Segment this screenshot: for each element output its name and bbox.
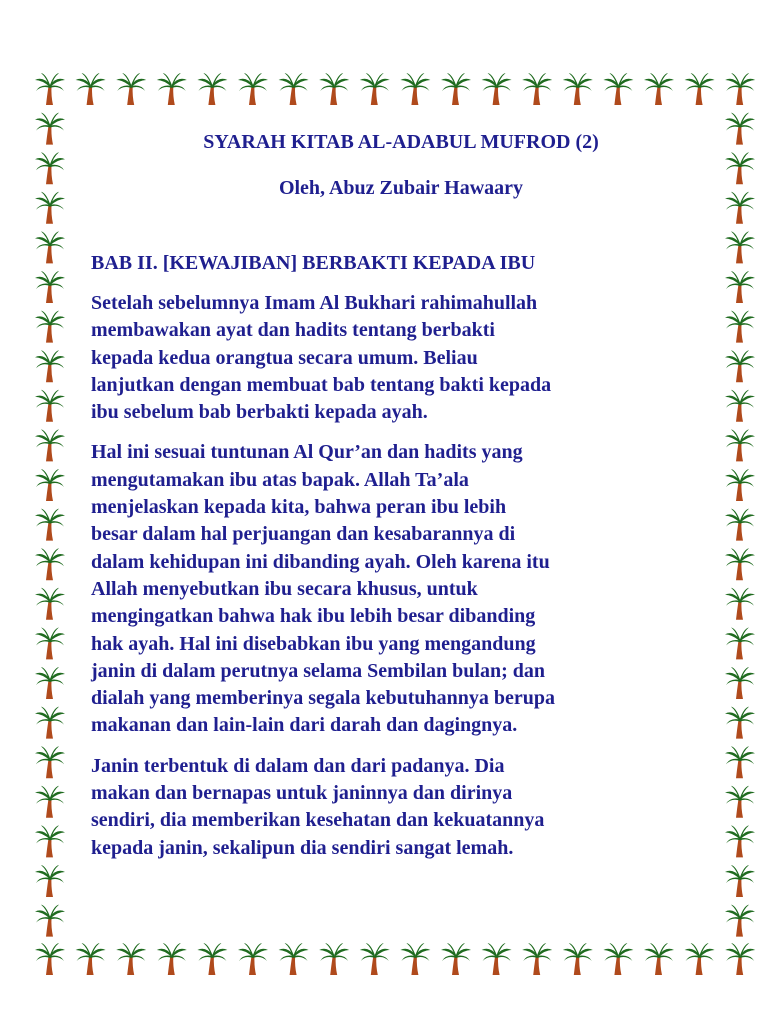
document-title: SYARAH KITAB AL-ADABUL MUFROD (2) [203,131,599,153]
palm-tree-icon [35,469,65,501]
palm-tree-icon [360,73,390,105]
text-line: mengutamakan ibu atas bapak. Allah Ta’ala [91,468,469,491]
palm-tree-icon [238,73,268,105]
text-line: ibu sebelum bab berbakti kepada ayah. [91,401,428,424]
document-author: Oleh, Abuz Zubair Hawaary [278,177,524,199]
text-line: Allah menyebutkan ibu secara khusus, untuk [91,577,478,600]
section-heading: BAB II. [KEWAJIBAN] BERBAKTI KEPADA IBU [91,252,536,274]
palm-tree-icon [725,746,755,778]
palm-tree-icon [35,509,65,541]
palm-tree-icon [482,943,512,975]
palm-tree-icon [35,350,65,382]
palm-tree-icon [157,73,187,105]
palm-tree-icon [563,73,593,105]
palm-tree-icon [35,113,65,145]
palm-tree-icon [725,429,755,461]
palm-tree-icon [157,943,187,975]
palm-tree-icon [725,231,755,263]
palm-tree-icon [35,152,65,184]
text-line: lanjutkan dengan membuat bab tentang bakti kepada [91,373,552,396]
palm-tree-icon [116,943,146,975]
palm-tree-icon [35,943,65,975]
palm-tree-icon [725,943,755,975]
palm-tree-icon [35,825,65,857]
text-line: menjelaskan kepada kita, bahwa peran ibu lebih [91,496,507,519]
text-line: mengingatkan bahwa hak ibu lebih besar dibanding [91,605,536,628]
palm-tree-icon [685,73,715,105]
palm-tree-icon [725,152,755,184]
palm-tree-icon [441,73,471,105]
palm-tree-icon [725,786,755,818]
palm-tree-icon [35,865,65,897]
palm-tree-icon [725,113,755,145]
document-body [91,128,691,862]
palm-tree-icon [76,73,106,105]
text-line: membawakan ayat dan hadits tentang berbakti [91,319,495,342]
text-line: dialah yang memberinya segala kebutuhannya berupa [91,687,555,710]
text-line: besar dalam hal perjuangan dan kesabarannya di [91,523,516,546]
palm-tree-icon [400,943,430,975]
text-line: dalam kehidupan ini dibanding ayah. Oleh karena itu [91,550,550,573]
text-line: makanan dan lain-lain dari darah dan dagingnya. [91,714,518,737]
palm-tree-icon [35,707,65,739]
palm-tree-icon [238,943,268,975]
palm-tree-icon [685,943,715,975]
text-line: janin di dalam perutnya selama Sembilan bulan; dan [91,659,545,682]
palm-tree-icon [35,311,65,343]
palm-tree-icon [725,509,755,541]
palm-tree-icon [725,865,755,897]
palm-tree-icon [35,390,65,422]
palm-tree-icon [563,943,593,975]
text-line: Setelah sebelumnya Imam Al Bukhari rahimahullah [91,292,538,314]
palm-tree-icon [725,73,755,105]
palm-tree-icon [35,548,65,580]
palm-tree-icon [76,943,106,975]
palm-tree-icon [35,905,65,937]
text-line: kepada janin, sekalipun dia sendiri sangat lemah. [91,836,514,859]
palm-tree-icon [197,73,227,105]
palm-tree-icon [116,73,146,105]
palm-tree-icon [725,311,755,343]
palm-tree-icon [35,231,65,263]
palm-tree-icon [319,943,349,975]
palm-tree-icon [441,943,471,975]
palm-tree-icon [197,943,227,975]
palm-tree-icon [35,192,65,224]
palm-tree-icon [319,73,349,105]
palm-tree-icon [35,667,65,699]
palm-tree-icon [482,73,512,105]
palm-tree-icon [400,73,430,105]
palm-tree-icon [725,271,755,303]
palm-tree-icon [522,943,552,975]
palm-tree-icon [35,627,65,659]
palm-tree-icon [725,350,755,382]
palm-tree-icon [725,192,755,224]
palm-tree-icon [35,429,65,461]
palm-tree-icon [603,943,633,975]
palm-tree-icon [644,73,674,105]
palm-tree-icon [644,943,674,975]
palm-tree-icon [35,588,65,620]
paragraph-1 [91,290,691,426]
palm-tree-icon [725,588,755,620]
palm-tree-icon [360,943,390,975]
palm-tree-icon [35,786,65,818]
paragraph-3 [91,753,691,862]
palm-tree-icon [603,73,633,105]
palm-tree-icon [725,469,755,501]
palm-tree-icon [725,390,755,422]
palm-tree-icon [725,707,755,739]
text-line: Janin terbentuk di dalam dan dari padanya. Dia [91,754,505,777]
palm-tree-icon [725,627,755,659]
paragraph-2 [91,439,691,739]
text-line: makan dan bernapas untuk janinnya dan dirinya [91,782,513,805]
palm-tree-icon [725,548,755,580]
text-line: Hal ini sesuai tuntunan Al Qur’an dan hadits yang [91,441,523,464]
palm-tree-icon [725,825,755,857]
palm-tree-icon [522,73,552,105]
palm-tree-icon [35,271,65,303]
palm-tree-icon [279,943,309,975]
text-line: hak ayah. Hal ini disebabkan ibu yang mengandung [91,632,536,655]
palm-tree-icon [725,905,755,937]
palm-tree-icon [279,73,309,105]
palm-tree-icon [725,667,755,699]
text-line: kepada kedua orangtua secara umum. Beliau [91,346,478,369]
palm-tree-icon [35,73,65,105]
palm-tree-icon [35,746,65,778]
text-line: sendiri, dia memberikan kesehatan dan kekuatannya [91,809,545,832]
